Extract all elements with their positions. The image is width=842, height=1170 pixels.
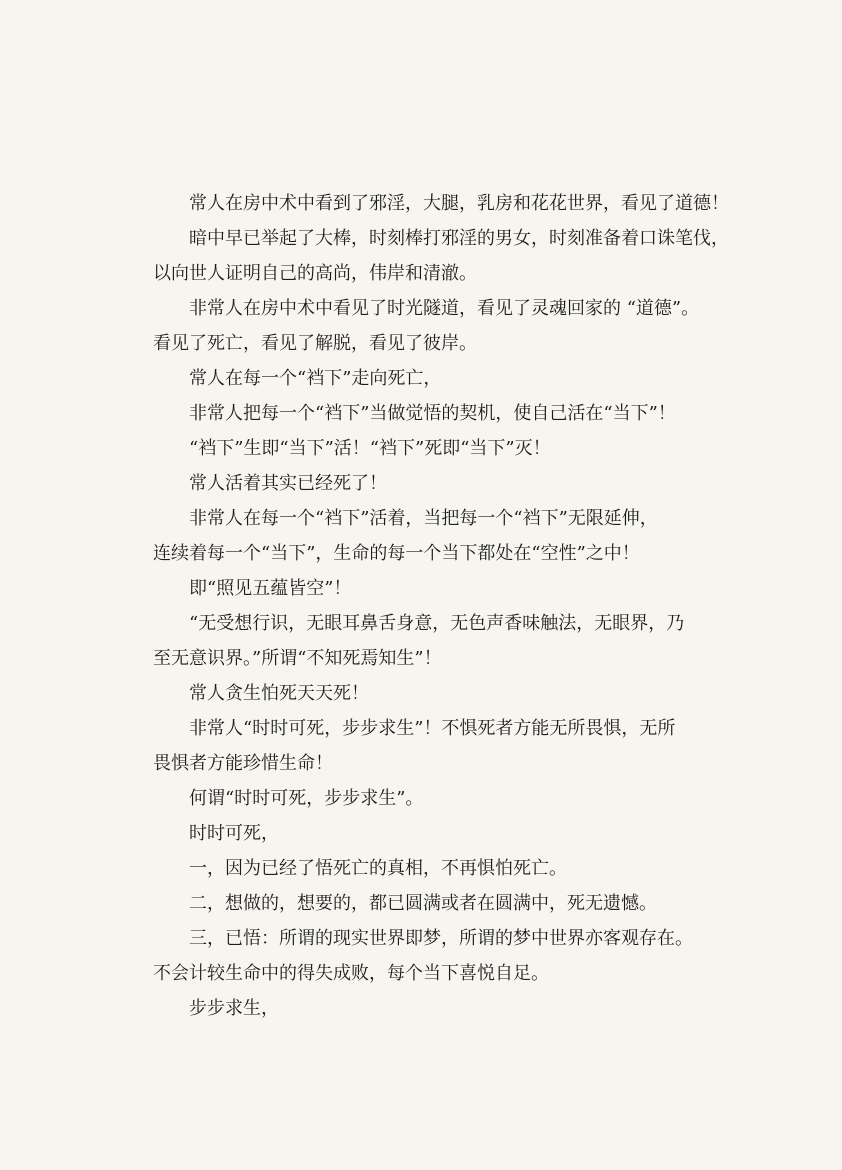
paragraph-line: 常人活着其实已经死了！ (189, 473, 387, 494)
paragraph-line: 连续着每一个“当下”，生命的每一个当下都处在“空性”之中！ (153, 543, 640, 564)
paragraph-line: 步步求生， (189, 998, 279, 1019)
paragraph-line: 时时可死， (189, 823, 279, 844)
paragraph-line: 三，已悟：所谓的现实世界即梦，所谓的梦中世界亦客观存在。 (189, 928, 693, 949)
paragraph-line: “无受想行识，无眼耳鼻舌身意，无色声香味触法，无眼界，乃 (189, 613, 685, 634)
paragraph-line: 常人贪生怕死天天死！ (189, 683, 369, 704)
paragraph-line: 何谓“时时可死，步步求生”。 (189, 788, 424, 809)
body-text (153, 186, 729, 1026)
paragraph-line: 非常人把每一个“裆下”当做觉悟的契机，使自己活在“当下”！ (189, 403, 676, 424)
paragraph-line: 不会计较生命中的得失成败，每个当下喜悦自足。 (153, 963, 549, 984)
paragraph-line: 非常人在每一个“裆下”活着，当把每一个“裆下”无限延伸， (189, 508, 658, 529)
paragraph-line: 常人在每一个“裆下”走向死亡， (189, 368, 442, 389)
paragraph-line: 即“照见五蕴皆空”！ (189, 578, 352, 599)
paragraph-line: 看见了死亡，看见了解脱，看见了彼岸。 (153, 333, 477, 354)
paragraph-line: 至无意识界。”所谓“不知死焉知生”！ (153, 648, 442, 669)
paragraph-line: 以向世人证明自己的高尚，伟岸和清澈。 (153, 263, 477, 284)
paragraph-line: 常人在房中术中看到了邪淫，大腿，乳房和花花世界，看见了道德！ (189, 193, 729, 214)
paragraph-line: 非常人在房中术中看见了时光隧道，看见了灵魂回家的 “道德”。 (189, 298, 700, 319)
paragraph-line: 二，想做的，想要的，都已圆满或者在圆满中，死无遗憾。 (189, 893, 657, 914)
paragraph-line: 畏惧者方能珍惜生命！ (153, 753, 333, 774)
paragraph-line: “裆下”生即“当下”活！“裆下”死即“当下”灭！ (189, 438, 551, 459)
paragraph-line: 非常人“时时可死，步步求生”！不惧死者方能无所畏惧，无所 (189, 718, 676, 739)
paragraph-line: 暗中早已举起了大棒，时刻棒打邪淫的男女，时刻准备着口诛笔伐， (189, 228, 729, 249)
paragraph-line: 一，因为已经了悟死亡的真相，不再惧怕死亡。 (189, 858, 567, 879)
